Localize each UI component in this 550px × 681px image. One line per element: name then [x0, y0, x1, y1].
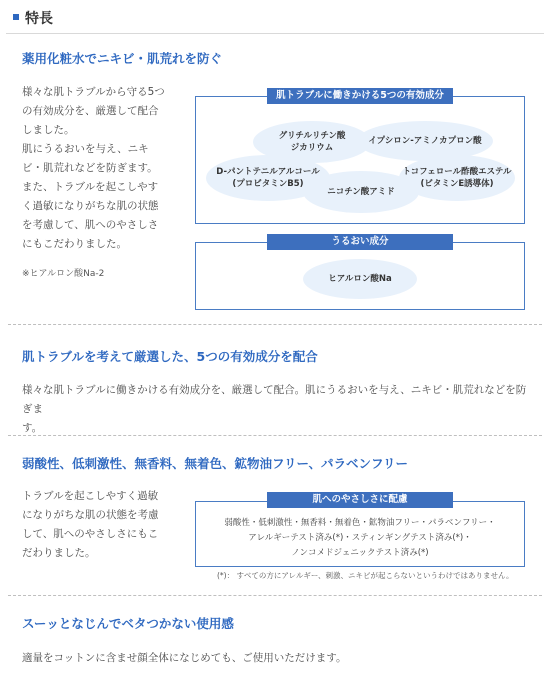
- body-line: 様々な肌トラブルから守る5つ: [22, 86, 165, 98]
- moisture-ellipse: ヒアルロン酸Na: [303, 259, 417, 299]
- page-title: 特長: [25, 11, 53, 27]
- section-1-body: [22, 83, 172, 254]
- square-bullet-icon: [13, 14, 19, 20]
- divider: [8, 324, 542, 325]
- footnote: ※ヒアルロン酸Na-2: [22, 269, 105, 279]
- section-2-body: [22, 381, 532, 438]
- body-line: しました。: [22, 124, 75, 136]
- body-line: にもこだわりました。: [22, 238, 127, 250]
- section-4-body: 適量をコットンに含ませ顔全体になじめても、ご使用いただけます。: [22, 652, 347, 664]
- ingredient-ellipse: D-パントテニルアルコール (プロビタミンB5): [206, 155, 330, 201]
- active-ingredients-label: 肌トラブルに働きかける5つの有効成分: [267, 88, 453, 104]
- test-footnote: (*)： すべての方にアレルギー、刺激、ニキビが起こらないというわけではありません。: [217, 571, 514, 580]
- gentleness-label: 肌へのやさしさに配慮: [267, 492, 453, 508]
- body-line: して、肌へのやさしさにもこ: [22, 528, 159, 540]
- body-line: になりがちな肌の状態を考慮: [22, 509, 159, 521]
- section-title-2: 肌トラブルを考えて厳選した、5つの有効成分を配合: [22, 349, 318, 364]
- ingredient-ellipse: グリチルリチン酸 ジカリウム: [253, 121, 371, 163]
- gentleness-line: ノンコメドジェニックテスト済み(*): [291, 548, 429, 558]
- body-line: を考慮して、肌へのやさしさ: [22, 219, 159, 231]
- ingredient-ellipse: イプシロン-アミノカプロン酸: [357, 121, 493, 161]
- body-line: トラブルを起こしやすく過敏: [22, 490, 159, 502]
- ingredient-ellipse: トコフェロール酢酸エステル (ビタミンE誘導体): [399, 155, 515, 201]
- ingredient-ellipse: ニコチン酸アミド: [303, 171, 419, 213]
- section-title-4: スーッとなじんでベタつかない使用感: [22, 616, 234, 631]
- body-line: く過敏になりがちな肌の状態: [22, 200, 159, 212]
- section-header-bar: [6, 6, 544, 34]
- divider: [8, 595, 542, 596]
- gentleness-line: アレルギーテスト済み(*)・スティンギングテスト済み(*)・: [248, 533, 472, 543]
- divider: [8, 435, 542, 436]
- body-line: の有効成分を、厳選して配合: [22, 105, 159, 117]
- moisture-label: うるおい成分: [267, 234, 453, 250]
- body-line: また、トラブルを起こしやす: [22, 181, 159, 193]
- gentleness-line: 弱酸性・低刺激性・無香料・無着色・鉱物油フリー・パラベンフリー・: [224, 518, 496, 528]
- gentleness-text: [195, 516, 525, 561]
- body-line: ビ・肌荒れなどを防ぎます。: [22, 162, 158, 174]
- body-line: す。: [22, 422, 43, 434]
- body-line: 様々な肌トラブルに働きかける有効成分を、厳選して配合。肌にうるおいを与え、ニキビ・肌荒れなどを防ぎま: [22, 384, 527, 415]
- section-title-1: 薬用化粧水でニキビ・肌荒れを防ぐ: [22, 51, 223, 66]
- body-line: だわりました。: [22, 547, 96, 559]
- section-title-3: 弱酸性、低刺激性、無香料、無着色、鉱物油フリー、パラベンフリー: [22, 456, 409, 471]
- body-line: 肌にうるおいを与え、ニキ: [22, 143, 149, 155]
- section-3-body: [22, 487, 172, 563]
